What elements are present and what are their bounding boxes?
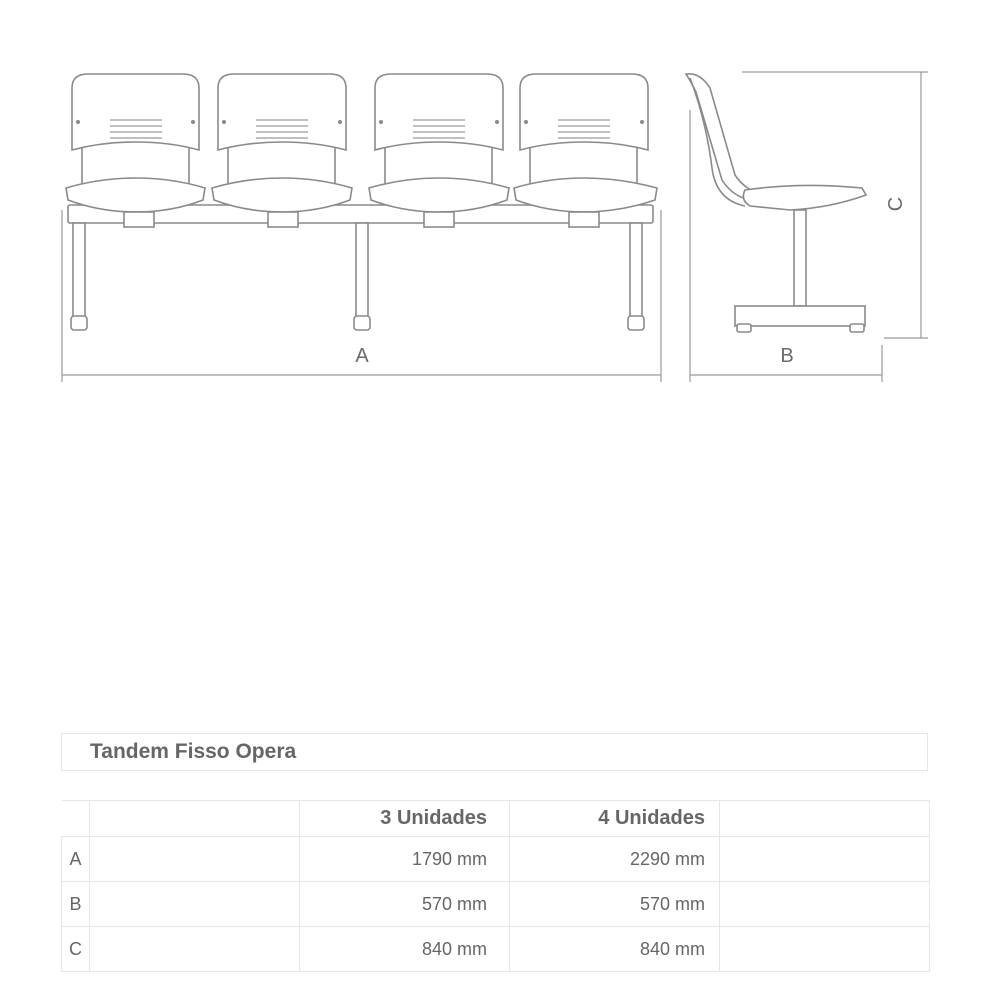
front-view xyxy=(62,74,661,382)
row-end xyxy=(720,837,930,882)
row-blank xyxy=(90,882,300,927)
row-value-3-unidades: 1790 mm xyxy=(300,837,510,882)
product-title: Tandem Fisso Opera xyxy=(61,733,928,771)
side-view xyxy=(686,72,928,382)
header-4-unidades: 4 Unidades xyxy=(510,801,720,837)
dimensions-table xyxy=(61,800,930,972)
dimension-a-label: A xyxy=(355,345,369,367)
row-blank xyxy=(90,927,300,972)
row-value-4-unidades: 840 mm xyxy=(510,927,720,972)
front-chair-1 xyxy=(66,74,205,227)
dimension-b-label: B xyxy=(780,345,794,367)
row-end xyxy=(720,927,930,972)
row-value-4-unidades: 2290 mm xyxy=(510,837,720,882)
row-value-4-unidades: 570 mm xyxy=(510,882,720,927)
side-column xyxy=(794,210,806,306)
row-label: A xyxy=(62,837,90,882)
front-chair-3 xyxy=(369,74,509,227)
header-3-unidades: 3 Unidades xyxy=(300,801,510,837)
table-row xyxy=(62,882,930,927)
side-base xyxy=(735,306,865,326)
header-cell-end xyxy=(720,801,930,837)
table-header-row xyxy=(62,801,930,837)
row-end xyxy=(720,882,930,927)
leg-left xyxy=(71,223,87,330)
table-row xyxy=(62,927,930,972)
row-blank xyxy=(90,837,300,882)
front-chair-2 xyxy=(212,74,352,227)
table-row xyxy=(62,837,930,882)
header-cell-label xyxy=(62,801,90,837)
side-backrest xyxy=(686,74,760,200)
leg-right xyxy=(628,223,644,330)
front-chair-4 xyxy=(514,74,657,227)
dimension-c-label: C xyxy=(885,196,907,212)
row-value-3-unidades: 840 mm xyxy=(300,927,510,972)
row-value-3-unidades: 570 mm xyxy=(300,882,510,927)
header-cell-blank xyxy=(90,801,300,837)
row-label: B xyxy=(62,882,90,927)
leg-middle xyxy=(354,223,370,330)
row-label: C xyxy=(62,927,90,972)
side-seat xyxy=(743,185,866,210)
